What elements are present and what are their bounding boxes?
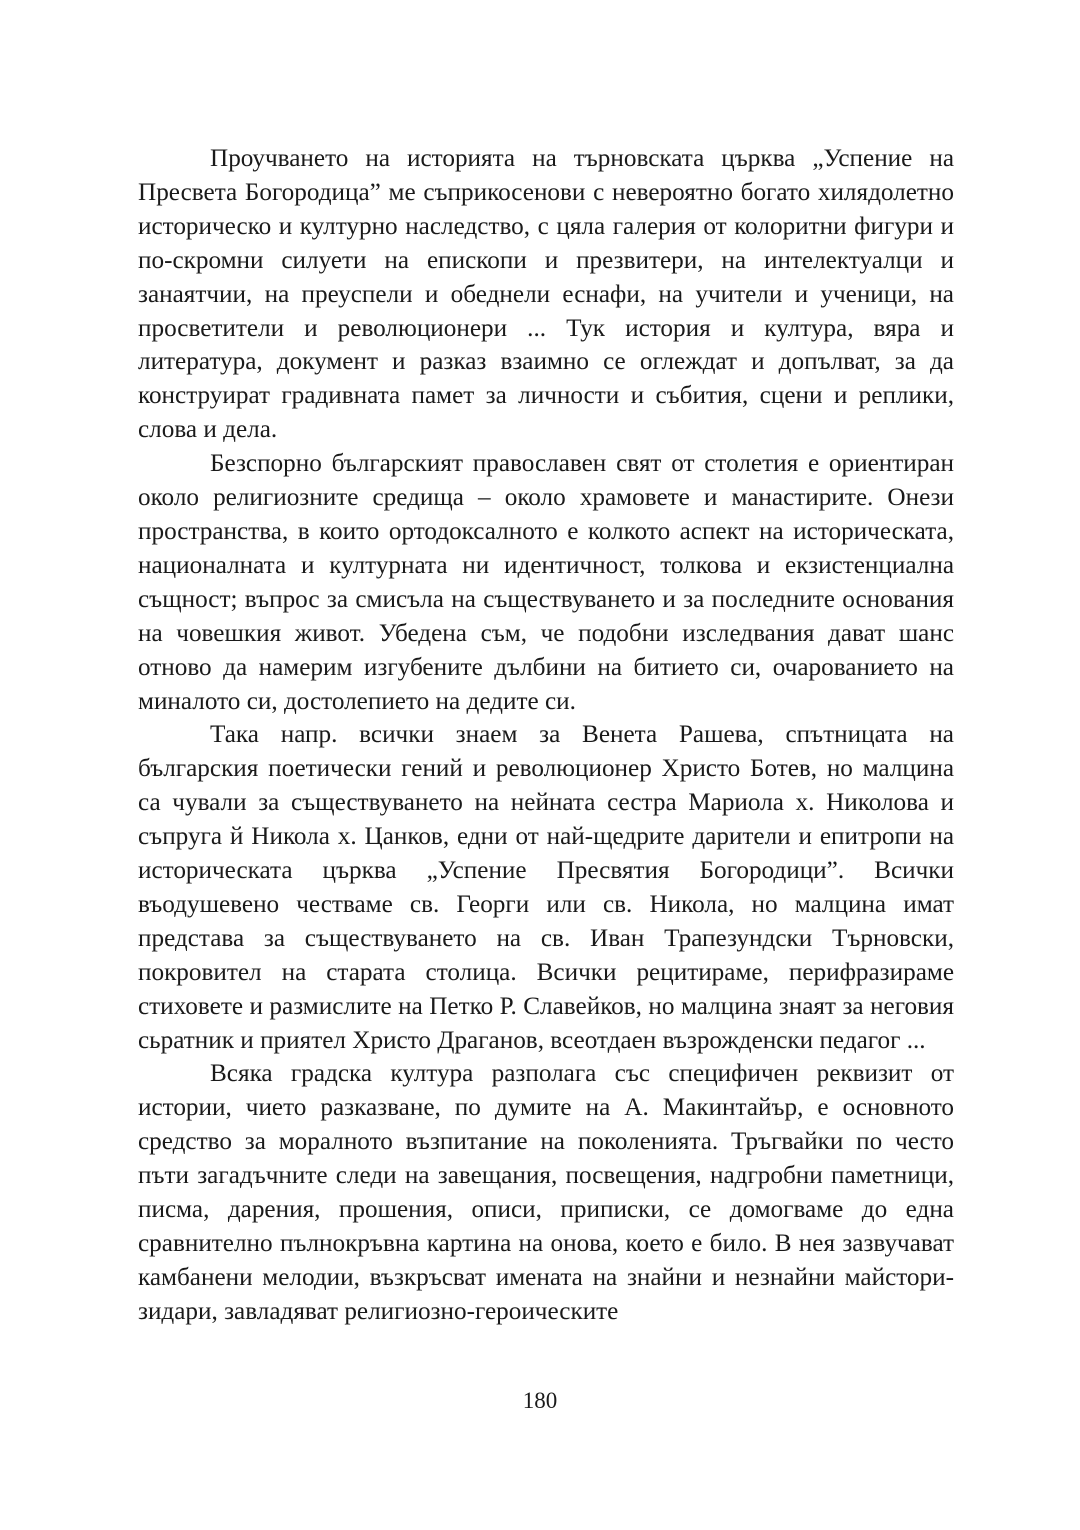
paragraph-4: Всяка градска култура разполага със специфичен реквизит от истории, чието разказване, по думите на А. Макинтайър, е основното средство за моралното възпитание на поколенията. Тръгвайки по често пъти загадъчните следи на завещания, посвещения, надгробни паметници, писма, дарения, прошения, описи, приписки, се домогваме до една сравнително пълнокръвна картина на онова, което е било. В нея зазвучават камбанени мелодии, възкръсват имената на знайни и незнайни майстори-зидари, завладяват религиозно-героическите — [138, 1060, 954, 1325]
page-number: 180 — [522, 1388, 558, 1413]
paragraph-3: Така напр. всички знаем за Венета Рашева, спътницата на българския поетически гений и революционер Христо Ботев, но малцина са чували за съществуването на нейната сестра Мариола х. Николова и съпруга й Никола х. Цанков, едни от най-щедрите дарители и епитропи на историческата църква „Успение Пресвятия Богородици”. Всички въодушевено честваме св. Георги или св. Никола, но малцина имат представа за съществуването на св. Иван Трапезундски Търновски, покровител на старата столица. Всички рецитираме, перифразираме стиховете и размислите на Петко Р. Славейков, но малцина знаят за неговия сьратник и приятел Христо Драганов, всеотдаен възрожденски педагог ... — [138, 721, 954, 1054]
paragraph-2: Безспорно българският православен свят от столетия е ориентиран около религиозните средища – около храмовете и манастирите. Онези пространства, в които ортодоксалното е колкото аспект на историческата, националната и културната ни идентичност, толкова и екзистенциална същност; въпрос за смисъла на съществуването и за последните основания на човешкия живот. Убедена съм, че подобни изследвания дават шанс отново да намерим изгубените дълбини на битието си, очарованието на миналото си, достолепието на дедите си. — [138, 450, 954, 715]
paragraph-1: Проучването на историята на търновската църква „Успение на Пресвета Богородица” ме съприкосенови с невероятно богато хилядолетно историческо и културно наследство, с цяла галерия от колоритни фигури и по-скромни силуети на епископи и презвитери, на интелектуалци и занаятчии, на преуспели и обеднели еснафи, на учители и ученици, на просветители и революционери ... Тук история и култура, вяра и литература, документ и разказ взаимно се оглеждат и допълват, за да конструират градивната памет за личности и събития, сцени и реплики, слова и дела. — [138, 145, 954, 444]
body-text — [138, 142, 954, 1329]
